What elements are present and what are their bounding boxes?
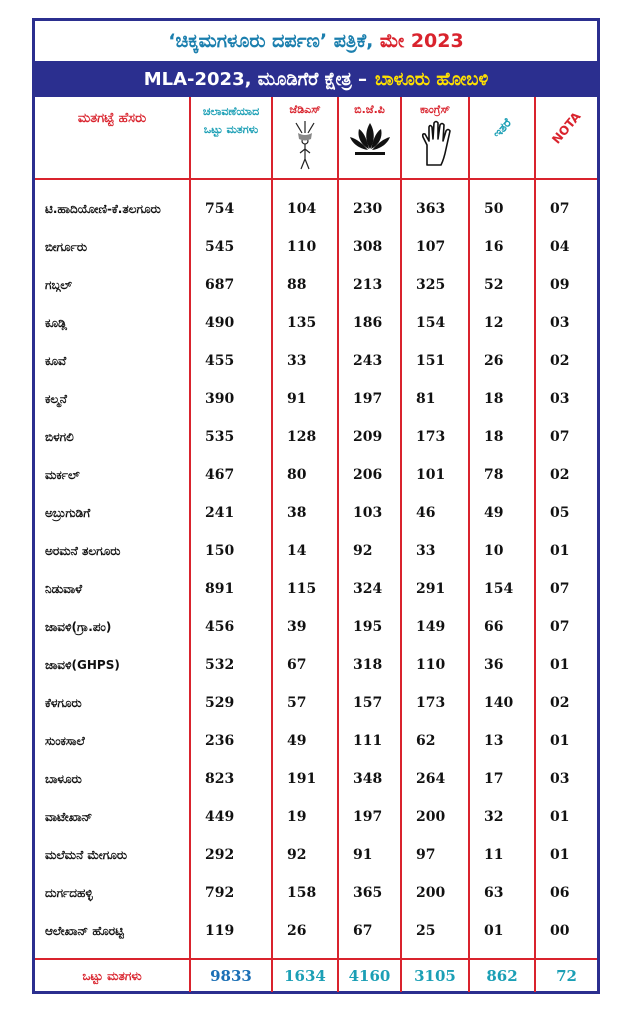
hand-icon xyxy=(415,119,455,169)
others-votes: 32 xyxy=(469,798,535,836)
bjp-votes: 186 xyxy=(338,304,401,342)
results-body xyxy=(35,179,597,959)
jds-votes: 33 xyxy=(272,342,338,380)
nota-votes: 02 xyxy=(550,467,570,483)
inc-votes: 291 xyxy=(401,570,469,608)
booth-name: ಜಾವಳಿ(GHPS) xyxy=(35,646,190,684)
jds-votes: 128 xyxy=(272,418,338,456)
lotus-icon xyxy=(347,119,393,159)
hobli-label: ಬಾಳೂರು ಹೋಬಳಿ xyxy=(374,68,489,90)
header-bjp xyxy=(338,97,401,179)
table-row xyxy=(35,532,597,570)
header-nota-label: NOTA xyxy=(549,109,584,147)
inc-votes: 101 xyxy=(401,456,469,494)
jds-votes: 91 xyxy=(272,380,338,418)
booth-name: ನಿಡುವಾಳೆ xyxy=(35,570,190,608)
inc-votes: 62 xyxy=(401,722,469,760)
bjp-votes: 230 xyxy=(338,179,401,228)
table-row xyxy=(35,228,597,266)
nota-votes: 02 xyxy=(550,695,570,711)
jds-votes: 26 xyxy=(272,912,338,950)
nota-votes: 07 xyxy=(550,201,570,217)
nota-votes: 07 xyxy=(550,429,570,445)
table-row xyxy=(35,760,597,798)
bjp-votes: 157 xyxy=(338,684,401,722)
inc-votes: 151 xyxy=(401,342,469,380)
table-row xyxy=(35,494,597,532)
bjp-votes: 197 xyxy=(338,380,401,418)
booth-name: ಅರಮನೆ ತಲಗೂರು xyxy=(35,532,190,570)
header-jds xyxy=(272,97,338,179)
publication-date: ಮೇ 2023 xyxy=(379,30,464,52)
inc-votes: 97 xyxy=(401,836,469,874)
nota-votes: 01 xyxy=(550,847,570,863)
totals-row xyxy=(35,959,597,992)
jds-votes: 135 xyxy=(272,304,338,342)
jds-votes: 39 xyxy=(272,608,338,646)
table-row xyxy=(35,456,597,494)
nota-votes: 01 xyxy=(550,809,570,825)
jds-votes: 49 xyxy=(272,722,338,760)
table-row xyxy=(35,646,597,684)
nota-votes: 06 xyxy=(550,885,570,901)
total-votes: 467 xyxy=(190,456,272,494)
bjp-votes: 103 xyxy=(338,494,401,532)
others-votes: 10 xyxy=(469,532,535,570)
booth-name: ದುರ್ಗದಹಳ್ಳಿ xyxy=(35,874,190,912)
bjp-votes: 324 xyxy=(338,570,401,608)
booth-name: ಕೂಡ್ಲಿ xyxy=(35,304,190,342)
nota-votes: 03 xyxy=(550,771,570,787)
booth-name: ಕಲ್ಮನೆ xyxy=(35,380,190,418)
booth-name: ಮರ್ಕಲ್ xyxy=(35,456,190,494)
totals-total: 9833 xyxy=(190,959,272,992)
jds-votes: 67 xyxy=(272,646,338,684)
table-row xyxy=(35,380,597,418)
totals-jds: 1634 xyxy=(272,959,338,992)
inc-votes: 264 xyxy=(401,760,469,798)
total-votes: 390 xyxy=(190,380,272,418)
nota-votes: 09 xyxy=(550,277,570,293)
inc-votes: 81 xyxy=(401,380,469,418)
bjp-votes: 111 xyxy=(338,722,401,760)
table-row xyxy=(35,418,597,456)
total-votes: 119 xyxy=(190,912,272,950)
jds-votes: 104 xyxy=(272,179,338,228)
table-row xyxy=(35,304,597,342)
nota-votes: 02 xyxy=(550,353,570,369)
booth-name: ಜಾವಳಿ(ಗ್ರಾ.ಪಂ) xyxy=(35,608,190,646)
jds-votes: 88 xyxy=(272,266,338,304)
booth-name: ವಾಟೇಖಾನ್ xyxy=(35,798,190,836)
total-votes: 490 xyxy=(190,304,272,342)
nota-votes: 05 xyxy=(550,505,570,521)
nota-votes: 07 xyxy=(550,581,570,597)
spacer-cell xyxy=(401,950,469,959)
spacer-cell xyxy=(535,950,597,959)
table-row xyxy=(35,266,597,304)
others-votes: 17 xyxy=(469,760,535,798)
jds-votes: 158 xyxy=(272,874,338,912)
others-votes: 52 xyxy=(469,266,535,304)
header-jds-label: ಜೆಡಿಎಸ್ xyxy=(289,103,321,116)
jds-votes: 191 xyxy=(272,760,338,798)
totals-bjp: 4160 xyxy=(338,959,401,992)
nota-votes: 01 xyxy=(550,733,570,749)
others-votes: 140 xyxy=(469,684,535,722)
nota-votes: 03 xyxy=(550,315,570,331)
booth-name: ಅಬ್ರುಗುಡಿಗೆ xyxy=(35,494,190,532)
total-votes: 687 xyxy=(190,266,272,304)
total-votes: 891 xyxy=(190,570,272,608)
others-votes: 12 xyxy=(469,304,535,342)
totals-nota: 72 xyxy=(535,959,597,992)
total-votes: 535 xyxy=(190,418,272,456)
totals-inc: 3105 xyxy=(401,959,469,992)
spacer-cell xyxy=(272,950,338,959)
nota-votes: 01 xyxy=(550,543,570,559)
constituency-band xyxy=(35,61,597,97)
total-votes: 792 xyxy=(190,874,272,912)
bjp-votes: 308 xyxy=(338,228,401,266)
jds-votes: 92 xyxy=(272,836,338,874)
results-table xyxy=(35,97,597,992)
bjp-votes: 318 xyxy=(338,646,401,684)
others-votes: 18 xyxy=(469,380,535,418)
others-votes: 18 xyxy=(469,418,535,456)
others-votes: 66 xyxy=(469,608,535,646)
jds-votes: 57 xyxy=(272,684,338,722)
booth-name: ಗಬ್ಗಲ್ xyxy=(35,266,190,304)
bjp-votes: 197 xyxy=(338,798,401,836)
table-row xyxy=(35,874,597,912)
booth-name: ಸುಂಕಸಾಲೆ xyxy=(35,722,190,760)
header-nota xyxy=(535,97,597,179)
nota-votes: 04 xyxy=(550,239,570,255)
jds-votes: 38 xyxy=(272,494,338,532)
booth-name: ಬಾಳೂರು xyxy=(35,760,190,798)
total-votes: 823 xyxy=(190,760,272,798)
total-votes: 292 xyxy=(190,836,272,874)
table-row xyxy=(35,798,597,836)
others-votes: 16 xyxy=(469,228,535,266)
bjp-votes: 195 xyxy=(338,608,401,646)
inc-votes: 46 xyxy=(401,494,469,532)
spacer-cell xyxy=(469,950,535,959)
header-total-line1: ಚಲಾವಣೆಯಾದ xyxy=(202,105,260,118)
spacer-cell xyxy=(190,950,272,959)
inc-votes: 173 xyxy=(401,418,469,456)
booth-name: ಮಲೆಮನೆ ಮೇಗೂರು xyxy=(35,836,190,874)
booth-name: ಟಿ.ಹಾದಿಯೋಣಿ-ಕೆ.ತಲಗೂರು xyxy=(35,179,190,228)
jds-votes: 110 xyxy=(272,228,338,266)
others-votes: 63 xyxy=(469,874,535,912)
header-total-line2: ಒಟ್ಟು ಮತಗಳು xyxy=(203,123,259,136)
booth-name: ಕೂವೆ xyxy=(35,342,190,380)
others-votes: 13 xyxy=(469,722,535,760)
body-spacer xyxy=(35,950,597,959)
spacer-cell xyxy=(338,950,401,959)
nota-votes: 03 xyxy=(550,391,570,407)
table-row xyxy=(35,684,597,722)
jds-votes: 19 xyxy=(272,798,338,836)
jds-votes: 115 xyxy=(272,570,338,608)
booth-name: ಬಿಳಗಲಿ xyxy=(35,418,190,456)
total-votes: 241 xyxy=(190,494,272,532)
header-others-label: ಇತರೆ xyxy=(489,115,514,141)
bjp-votes: 206 xyxy=(338,456,401,494)
table-row xyxy=(35,722,597,760)
header-row xyxy=(35,97,597,179)
jds-symbol-icon xyxy=(292,119,318,171)
jds-votes: 80 xyxy=(272,456,338,494)
booth-name: ಆಲೇಖಾನ್ ಹೊರಟ್ಟಿ xyxy=(35,912,190,950)
table-row xyxy=(35,570,597,608)
publication-title xyxy=(35,21,597,61)
others-votes: 49 xyxy=(469,494,535,532)
bjp-votes: 213 xyxy=(338,266,401,304)
inc-votes: 363 xyxy=(401,179,469,228)
others-votes: 78 xyxy=(469,456,535,494)
table-row xyxy=(35,342,597,380)
header-bjp-label: ಬಿ.ಜೆ.ಪಿ xyxy=(354,103,385,116)
bjp-votes: 209 xyxy=(338,418,401,456)
inc-votes: 149 xyxy=(401,608,469,646)
inc-votes: 33 xyxy=(401,532,469,570)
inc-votes: 173 xyxy=(401,684,469,722)
inc-votes: 110 xyxy=(401,646,469,684)
bjp-votes: 348 xyxy=(338,760,401,798)
total-votes: 532 xyxy=(190,646,272,684)
total-votes: 456 xyxy=(190,608,272,646)
table-row xyxy=(35,179,597,228)
booth-name: ಬೀರ್ಗೂರು xyxy=(35,228,190,266)
others-votes: 11 xyxy=(469,836,535,874)
total-votes: 455 xyxy=(190,342,272,380)
others-votes: 26 xyxy=(469,342,535,380)
others-votes: 01 xyxy=(469,912,535,950)
table-row xyxy=(35,836,597,874)
table-row xyxy=(35,912,597,950)
table-row xyxy=(35,608,597,646)
nota-votes: 01 xyxy=(550,657,570,673)
spacer-cell xyxy=(35,950,190,959)
inc-votes: 25 xyxy=(401,912,469,950)
total-votes: 449 xyxy=(190,798,272,836)
bjp-votes: 67 xyxy=(338,912,401,950)
inc-votes: 200 xyxy=(401,798,469,836)
header-inc-label: ಕಾಂಗ್ರೆಸ್ xyxy=(420,103,450,116)
bjp-votes: 243 xyxy=(338,342,401,380)
others-votes: 50 xyxy=(469,179,535,228)
header-booth-name: ಮತಗಟ್ಟೆ ಹೆಸರು xyxy=(35,97,190,179)
header-total-votes xyxy=(190,97,272,179)
total-votes: 150 xyxy=(190,532,272,570)
inc-votes: 200 xyxy=(401,874,469,912)
bjp-votes: 91 xyxy=(338,836,401,874)
bjp-votes: 365 xyxy=(338,874,401,912)
publication-name: ‘ಚಿಕ್ಕಮಗಳೂರು ದರ್ಪಣ’ ಪತ್ರಿಕೆ, xyxy=(168,30,374,52)
booth-name: ಕೆಳಗೂರು xyxy=(35,684,190,722)
inc-votes: 325 xyxy=(401,266,469,304)
jds-votes: 14 xyxy=(272,532,338,570)
nota-votes: 07 xyxy=(550,619,570,635)
header-inc xyxy=(401,97,469,179)
inc-votes: 107 xyxy=(401,228,469,266)
constituency-label: MLA-2023, ಮೂಡಿಗೆರೆ ಕ್ಷೇತ್ರ – xyxy=(143,68,367,90)
others-votes: 36 xyxy=(469,646,535,684)
total-votes: 236 xyxy=(190,722,272,760)
total-votes: 754 xyxy=(190,179,272,228)
totals-label: ಒಟ್ಟು ಮತಗಳು xyxy=(35,959,190,992)
totals-others: 862 xyxy=(469,959,535,992)
others-votes: 154 xyxy=(469,570,535,608)
total-votes: 529 xyxy=(190,684,272,722)
nota-votes: 00 xyxy=(550,923,570,939)
results-frame xyxy=(32,18,600,994)
bjp-votes: 92 xyxy=(338,532,401,570)
total-votes: 545 xyxy=(190,228,272,266)
header-others xyxy=(469,97,535,179)
inc-votes: 154 xyxy=(401,304,469,342)
